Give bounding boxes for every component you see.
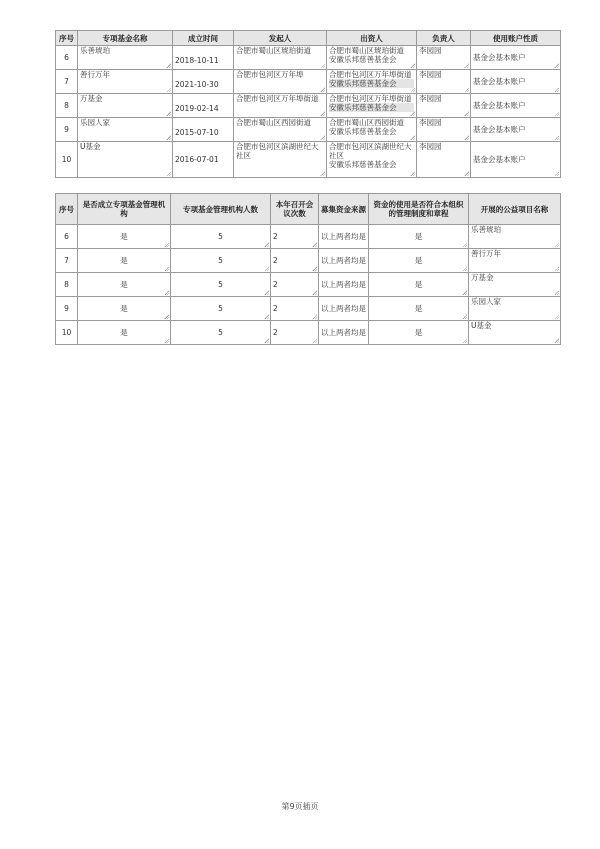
table-row: [56, 273, 561, 297]
col-header-meetings: 本年召开会议次数: [271, 194, 319, 225]
funder-line-2: 安徽乐邦慈善基金会: [329, 160, 397, 169]
project-field[interactable]: 万基金: [469, 273, 561, 297]
col-header-date: 成立时间: [173, 31, 234, 46]
table-header-row: [56, 31, 561, 46]
fund-name-field[interactable]: 万基金: [78, 94, 173, 118]
funder-field[interactable]: [327, 142, 417, 178]
table-header-row: [56, 194, 561, 225]
fund-name-field[interactable]: 乐园人家: [78, 118, 173, 142]
funder-line-1: 合肥市包河区滨湖世纪大社区: [329, 142, 412, 160]
date-field[interactable]: 2018-10-11: [173, 46, 234, 70]
funder-line-1: 合肥市包河区万年埠街道: [329, 70, 412, 79]
leader-field[interactable]: 李园园: [417, 142, 471, 178]
leader-field[interactable]: 李园园: [417, 94, 471, 118]
fund-info-table: [55, 30, 561, 178]
col-header-leader: 负责人: [417, 31, 471, 46]
fund-name-field[interactable]: 乐善琥珀: [78, 46, 173, 70]
compliant-field[interactable]: 是: [369, 321, 469, 345]
funder-field[interactable]: [327, 118, 417, 142]
table-row: [56, 249, 561, 273]
row-no: 7: [56, 249, 78, 273]
compliant-field[interactable]: 是: [369, 225, 469, 249]
source-field[interactable]: 以上两者均是: [319, 249, 369, 273]
leader-field[interactable]: 李园园: [417, 118, 471, 142]
col-header-no: 序号: [56, 31, 78, 46]
initiator-field[interactable]: 合肥市蜀山区琥珀街道: [234, 46, 327, 70]
source-field[interactable]: 以上两者均是: [319, 321, 369, 345]
table-row: [56, 46, 561, 70]
staff-field[interactable]: 5: [171, 321, 271, 345]
project-field[interactable]: 乐善琥珀: [469, 225, 561, 249]
source-field[interactable]: 以上两者均是: [319, 225, 369, 249]
staff-field[interactable]: 5: [171, 249, 271, 273]
account-field[interactable]: 基金会基本账户: [471, 46, 561, 70]
funder-line-1: 合肥市蜀山区琥珀街道: [329, 46, 404, 55]
row-no: 6: [56, 46, 78, 70]
established-field[interactable]: 是: [78, 249, 171, 273]
col-header-initiator: 发起人: [234, 31, 327, 46]
source-field[interactable]: 以上两者均是: [319, 273, 369, 297]
account-field[interactable]: 基金会基本账户: [471, 70, 561, 94]
established-field[interactable]: 是: [78, 297, 171, 321]
initiator-field[interactable]: 合肥市包河区滨湖世纪大社区: [234, 142, 327, 178]
established-field[interactable]: 是: [78, 321, 171, 345]
table-row: [56, 321, 561, 345]
meetings-field[interactable]: 2: [271, 321, 319, 345]
row-no: 8: [56, 94, 78, 118]
meetings-field[interactable]: 2: [271, 249, 319, 273]
staff-field[interactable]: 5: [171, 273, 271, 297]
col-header-staff: 专项基金管理机构人数: [171, 194, 271, 225]
meetings-field[interactable]: 2: [271, 297, 319, 321]
col-header-source: 募集资金来源: [319, 194, 369, 225]
initiator-field[interactable]: 合肥市包河区万年埠: [234, 70, 327, 94]
row-no: 9: [56, 297, 78, 321]
funder-line-2: 安徽乐邦慈善基金会: [329, 79, 414, 88]
row-no: 10: [56, 142, 78, 178]
date-field[interactable]: 2021-10-30: [173, 70, 234, 94]
table-row: [56, 225, 561, 249]
row-no: 8: [56, 273, 78, 297]
row-no: 10: [56, 321, 78, 345]
account-field[interactable]: 基金会基本账户: [471, 142, 561, 178]
leader-field[interactable]: 李园园: [417, 46, 471, 70]
project-field[interactable]: 乐园人家: [469, 297, 561, 321]
staff-field[interactable]: 5: [171, 297, 271, 321]
funder-line-1: 合肥市包河区万年埠街道: [329, 94, 412, 103]
meetings-field[interactable]: 2: [271, 225, 319, 249]
date-field[interactable]: 2019-02-14: [173, 94, 234, 118]
meetings-field[interactable]: 2: [271, 273, 319, 297]
funder-line-2: 安徽乐邦慈善基金会: [329, 127, 397, 136]
established-field[interactable]: 是: [78, 225, 171, 249]
funder-field[interactable]: [327, 94, 417, 118]
fund-name-field[interactable]: 善行万年: [78, 70, 173, 94]
funder-line-2: 安徽乐邦慈善基金会: [329, 55, 397, 64]
funder-line-2: 安徽乐邦慈善基金会: [329, 103, 414, 112]
table-row: [56, 118, 561, 142]
row-no: 7: [56, 70, 78, 94]
funder-field[interactable]: [327, 46, 417, 70]
fund-name-field[interactable]: U基金: [78, 142, 173, 178]
compliant-field[interactable]: 是: [369, 273, 469, 297]
initiator-field[interactable]: 合肥市蜀山区西园街道: [234, 118, 327, 142]
table-row: [56, 142, 561, 178]
col-header-project: 开展的公益项目名称: [469, 194, 561, 225]
col-header-fund-name: 专项基金名称: [78, 31, 173, 46]
account-field[interactable]: 基金会基本账户: [471, 118, 561, 142]
project-field[interactable]: 善行万年: [469, 249, 561, 273]
col-header-funder: 出资人: [327, 31, 417, 46]
table-row: [56, 94, 561, 118]
leader-field[interactable]: 李园园: [417, 70, 471, 94]
established-field[interactable]: 是: [78, 273, 171, 297]
staff-field[interactable]: 5: [171, 225, 271, 249]
col-header-established: 是否成立专项基金管理机构: [78, 194, 171, 225]
row-no: 9: [56, 118, 78, 142]
compliant-field[interactable]: 是: [369, 249, 469, 273]
compliant-field[interactable]: 是: [369, 297, 469, 321]
col-header-account: 使用账户性质: [471, 31, 561, 46]
row-no: 6: [56, 225, 78, 249]
col-header-no: 序号: [56, 194, 78, 225]
table-row: [56, 297, 561, 321]
source-field[interactable]: 以上两者均是: [319, 297, 369, 321]
initiator-field[interactable]: 合肥市包河区万年埠街道: [234, 94, 327, 118]
col-header-compliant: 资金的使用是否符合本组织的管理制度和章程: [369, 194, 469, 225]
page-footer: 第9页插页: [281, 802, 319, 811]
table-row: [56, 70, 561, 94]
funder-line-1: 合肥市蜀山区西园街道: [329, 118, 404, 127]
funder-field[interactable]: [327, 70, 417, 94]
fund-management-table: [55, 193, 561, 345]
account-field[interactable]: 基金会基本账户: [471, 94, 561, 118]
project-field[interactable]: U基金: [469, 321, 561, 345]
date-field[interactable]: 2016-07-01: [173, 142, 234, 178]
date-field[interactable]: 2015-07-10: [173, 118, 234, 142]
